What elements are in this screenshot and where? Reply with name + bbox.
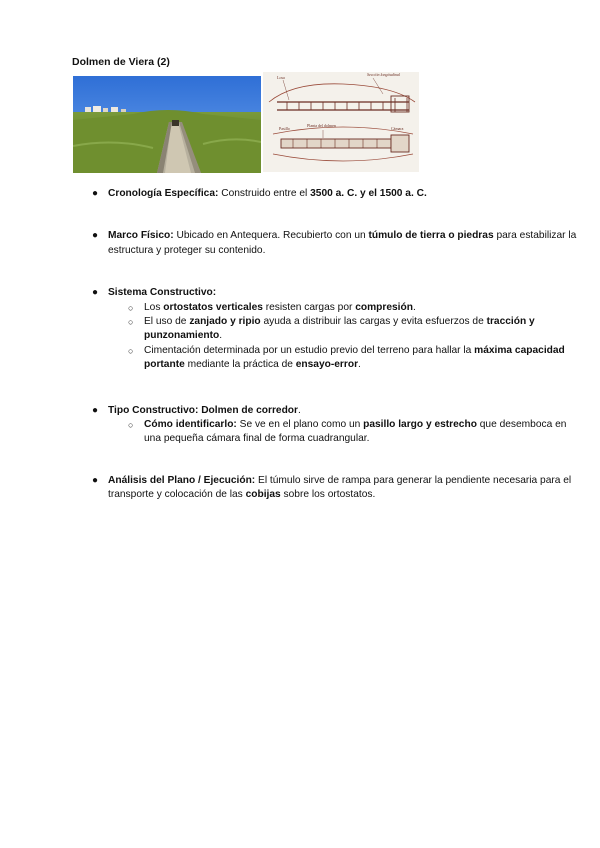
plan-label-top-right: Sección longitudinal: [367, 72, 400, 77]
bullet-dot: ●: [92, 287, 99, 299]
text: Construido entre el: [218, 188, 311, 199]
text: mediante la práctica de: [184, 359, 296, 371]
text: El uso de: [144, 316, 190, 328]
dolmen-plan-image: [263, 72, 419, 172]
bullet-marco-fisico: [90, 229, 580, 258]
bold-text: 3500 a. C. y el 1500 a. C.: [310, 188, 427, 199]
page-title: Dolmen de Viera (2): [72, 56, 170, 68]
sub-bullet: ○: [128, 345, 134, 356]
label-cronologia: Cronología Específica:: [108, 188, 219, 199]
label-tipo-constructivo: Tipo Constructivo: Dolmen de corredor: [108, 404, 298, 416]
bullet-dot: ●: [92, 474, 99, 486]
bullet-sistema-constructivo: [90, 286, 580, 300]
text: .: [219, 330, 223, 342]
bullet-dot: ●: [92, 230, 99, 242]
bold-text: máxima capacidad portante: [144, 344, 565, 371]
plan-label-c2: Pasillo: [279, 126, 290, 131]
bullet-tipo-constructivo: [90, 404, 580, 418]
subitem-zanjado: [90, 315, 580, 344]
subitem-como-identificarlo: [90, 418, 580, 447]
text: Ubicado en Antequera. Recubierto con un: [173, 230, 369, 242]
text: .: [358, 359, 361, 371]
plan-label-c3: Cámara: [391, 126, 404, 131]
sub-bullet: ○: [128, 302, 134, 313]
dolmen-photo-image: [73, 76, 261, 173]
bold-text: zanjado y ripio: [189, 316, 261, 328]
text: El túmulo sirve de rampa para generar la pendiente necesaria para el transporte y colocación de las: [108, 474, 572, 501]
bold-text: túmulo de tierra o piedras: [368, 230, 494, 242]
label-marco-fisico: Marco Físico:: [108, 230, 174, 242]
bullet-analisis-plano: [90, 474, 580, 503]
text: sobre los ortostatos.: [280, 489, 376, 501]
plan-label-left: Losa: [277, 75, 285, 80]
bold-text: ensayo-error: [295, 359, 359, 371]
text: Cimentación determinada por un estudio previo del terreno para hallar la: [144, 344, 475, 356]
bullet-dot: ●: [92, 404, 99, 416]
bold-text: pasillo largo y estrecho: [363, 419, 477, 431]
dolmen-plan-drawing: [263, 72, 419, 172]
text: .: [412, 301, 416, 313]
text: resisten cargas por: [262, 301, 356, 313]
subitem-cimentacion: [90, 344, 580, 373]
bold-text: Cómo identificarlo:: [144, 419, 237, 431]
sub-bullet: ○: [128, 420, 134, 431]
sub-bullet: ○: [128, 317, 134, 328]
dolmen-photo: [73, 76, 261, 173]
subitem-ortostatos: [90, 301, 580, 315]
text: que desemboca en una pequeña cámara final de forma cuadrangular.: [144, 419, 567, 445]
text: .: [298, 404, 301, 416]
bullet-list: [90, 187, 580, 503]
text: Se ve en el plano como un: [236, 419, 364, 431]
bold-text: compresión: [355, 301, 413, 313]
bold-text: ortostatos verticales: [163, 301, 263, 313]
plan-label-c1: Planta del dolmen: [307, 123, 336, 128]
bold-text: cobijas: [245, 489, 281, 501]
text: Los: [144, 301, 164, 313]
text: ayuda a distribuir las cargas y evita esfuerzos de: [260, 316, 487, 328]
text: para estabilizar la estructura y proteger su contenido.: [108, 230, 577, 256]
bullet-cronologia: [90, 187, 580, 201]
label-sistema-constructivo: Sistema Constructivo:: [108, 287, 217, 299]
bullet-dot: ●: [92, 188, 99, 199]
bold-text: tracción y punzonamiento: [144, 316, 535, 342]
label-analisis-plano: Análisis del Plano / Ejecución:: [108, 474, 256, 486]
